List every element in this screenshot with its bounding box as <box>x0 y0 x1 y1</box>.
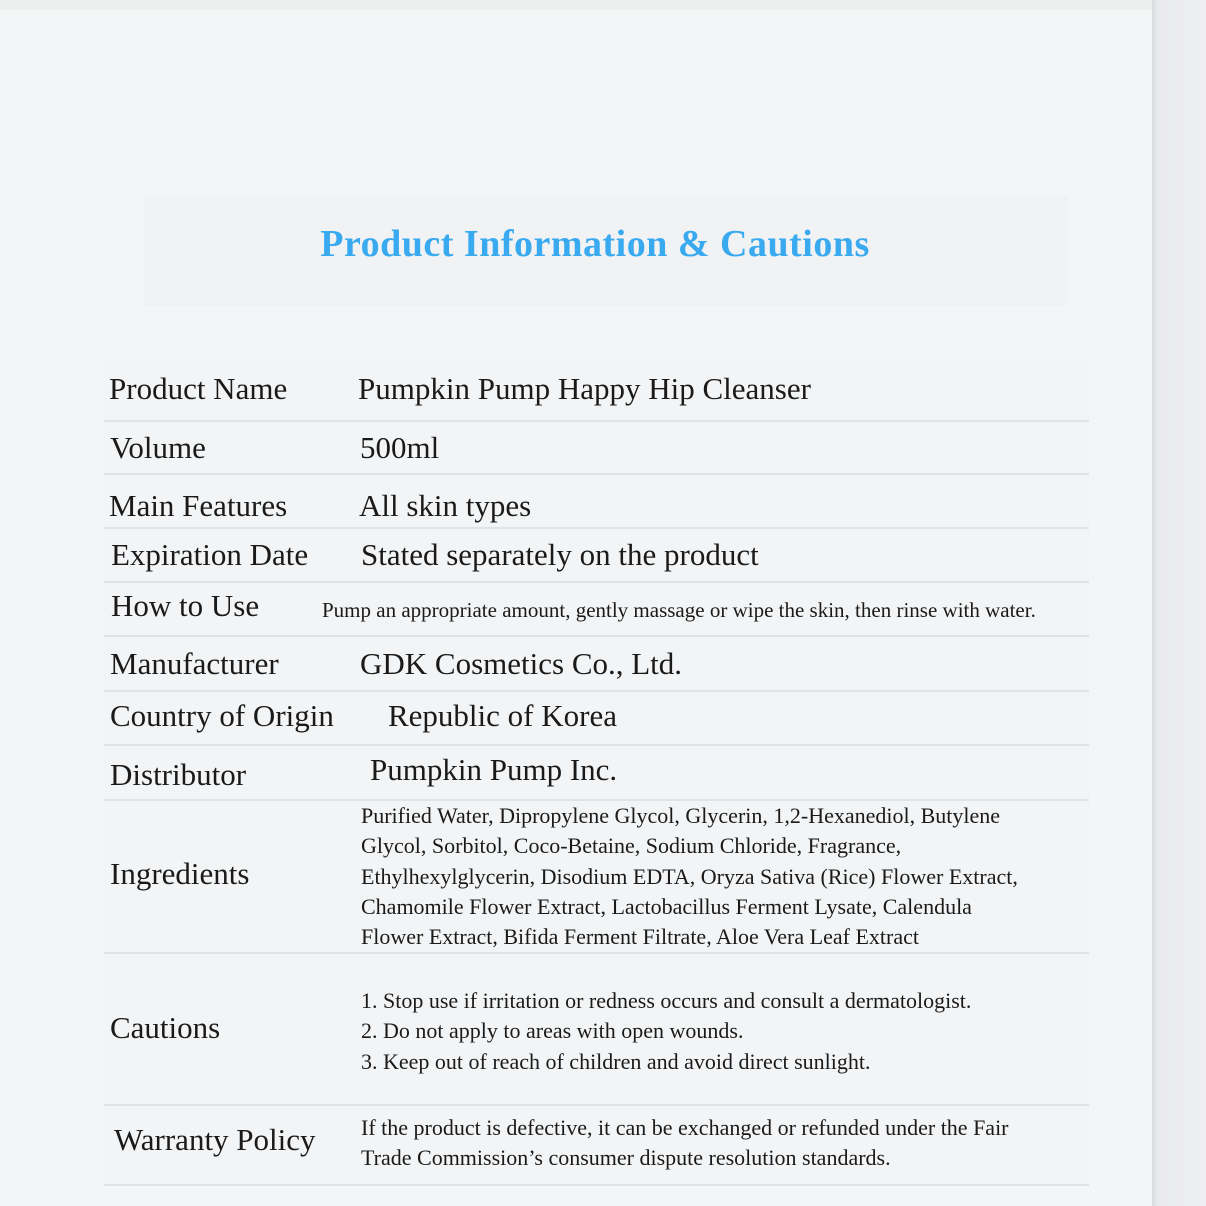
label-expiration-date: Expiration Date <box>111 537 309 572</box>
ingredients-line: Glycol, Sorbitol, Coco-Betaine, Sodium Chloride, Fragrance, <box>361 833 902 859</box>
value-main-features: All skin types <box>359 488 532 523</box>
value-expiration-date: Stated separately on the product <box>361 537 759 572</box>
top-band <box>0 0 1152 10</box>
value-ingredients <box>361 801 1018 952</box>
label-how-to-use: How to Use <box>111 588 260 623</box>
value-distributor: Pumpkin Pump Inc. <box>370 752 618 787</box>
value-country-of-origin: Republic of Korea <box>388 698 617 733</box>
label-main-features: Main Features <box>109 488 288 523</box>
page-title: Product Information & Cautions <box>320 223 870 265</box>
value-how-to-use: Pump an appropriate amount, gently massage or wipe the skin, then rinse with water. <box>322 598 1036 622</box>
ingredients-line: Flower Extract, Bifida Ferment Filtrate, Aloe Vera Leaf Extract <box>361 924 919 950</box>
value-cautions <box>361 986 971 1077</box>
label-ingredients: Ingredients <box>110 856 250 891</box>
value-volume: 500ml <box>360 430 440 465</box>
caution-item: 2. Do not apply to areas with open wounds. <box>361 1018 744 1044</box>
ingredients-line: Ethylhexylglycerin, Disodium EDTA, Oryza Sativa (Rice) Flower Extract, <box>361 863 1018 889</box>
page-edge-shadow <box>1152 0 1206 1206</box>
caution-item: 1. Stop use if irritation or redness occurs and consult a dermatologist. <box>361 988 972 1013</box>
ingredients-line: Purified Water, Dipropylene Glycol, Glycerin, 1,2-Hexanediol, Butylene <box>361 803 1001 828</box>
label-product-name: Product Name <box>109 371 288 406</box>
label-distributor: Distributor <box>110 757 247 792</box>
row-volume <box>104 422 1089 475</box>
ingredients-line: Chamomile Flower Extract, Lactobacillus Ferment Lysate, Calendula <box>361 893 972 919</box>
value-product-name: Pumpkin Pump Happy Hip Cleanser <box>358 371 811 406</box>
label-volume: Volume <box>110 430 206 465</box>
label-manufacturer: Manufacturer <box>110 646 279 681</box>
label-country-of-origin: Country of Origin <box>110 698 334 733</box>
label-warranty-policy: Warranty Policy <box>114 1122 316 1157</box>
label-cautions: Cautions <box>110 1010 221 1045</box>
value-warranty-policy <box>361 1113 1009 1174</box>
warranty-line: Trade Commission’s consumer dispute resolution standards. <box>361 1145 891 1171</box>
value-manufacturer: GDK Cosmetics Co., Ltd. <box>360 646 683 681</box>
caution-item: 3. Keep out of reach of children and avoid direct sunlight. <box>361 1048 871 1074</box>
warranty-line: If the product is defective, it can be exchanged or refunded under the Fair <box>361 1115 1009 1140</box>
